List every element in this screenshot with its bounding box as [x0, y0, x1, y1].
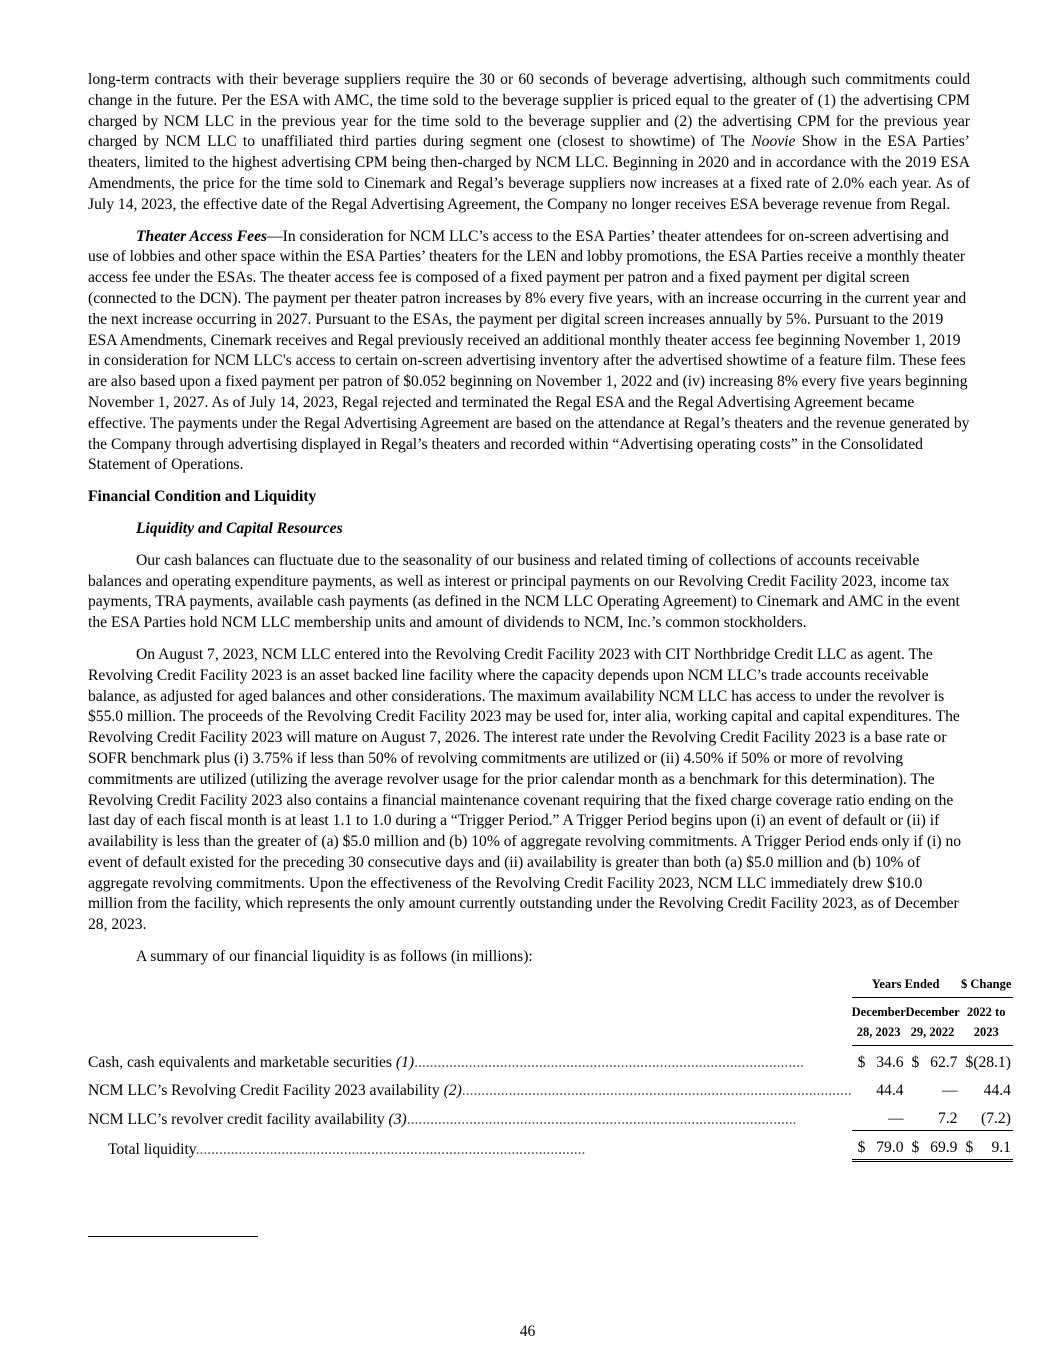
- value-change: (7.2): [973, 1102, 1013, 1131]
- currency: [852, 1074, 877, 1102]
- value-2023: —: [876, 1102, 905, 1131]
- italic-text: Noovie: [751, 133, 796, 151]
- value-2023: 34.6: [876, 1054, 904, 1072]
- currency: $: [959, 1131, 973, 1161]
- table-row: [88, 1046, 1013, 1075]
- currency: $: [857, 1054, 866, 1072]
- row-label: Total liquidity....................................................................................................: [108, 1140, 586, 1158]
- page-number: 46: [519, 1323, 536, 1340]
- currency: $: [852, 1131, 877, 1161]
- currency: [959, 1074, 973, 1102]
- header-col-2023: December 28, 2023: [852, 997, 906, 1046]
- header-col-2022: December 29, 2022: [906, 997, 960, 1046]
- text: —In consideration for NCM LLC’s access to the ESA Parties’ theater attendees for on-screen advertising and use of lobbies and other space within the ESA Parties’ theaters for the LEN and lobby promotions, the ESA Parties receive a monthly theater access fee under the ESAs. The theater access fee is composed of a fixed payment per patron and a fixed payment per digital screen (connected to the DCN). The payment per theater patron increases by 8% every five years, with an increase occurring in the current year and the next increase occurring in 2027. Pursuant to the ESAs, the payment per digital screen increases annually by 5%. Pursuant to the 2019 ESA Amendments, Cinemark receives and Regal previously received an additional monthly theater access fee beginning November 1, 2019 in consideration for NCM LLC's access to certain on-screen advertising inventory after the advertised showtime of a feature film. These fees are also based upon a fixed payment per patron of $0.052 beginning on November 1, 2022 and (iv) increasing 8% every five years beginning November 1, 2027. As of July 14, 2023, Regal rejected and terminated the Regal ESA and the Regal Advertising Agreement became effective. The payments under the Regal Advertising Agreement are based on the attendance at Regal’s theaters and the revenue generated by the Company through advertising displayed in Regal’s theaters and recorded within “Advertising operating costs” in the Consolidated Statement of Operations.: [88, 227, 970, 474]
- value-2023: 44.4: [876, 1082, 904, 1100]
- header-col-change: 2022 to 2023: [959, 997, 1012, 1046]
- currency: $: [965, 1054, 974, 1072]
- header-years-ended: Years Ended: [852, 974, 960, 997]
- paragraph-theater-access-fees: [88, 227, 970, 477]
- paragraph-summary-intro: A summary of our financial liquidity is as follows (in millions):: [136, 948, 533, 966]
- row-label: NCM LLC’s Revolving Credit Facility 2023 availability (2)....................................................................................................: [88, 1082, 852, 1100]
- row-label: NCM LLC’s revolver credit facility availability (3)....................................................................................................: [88, 1110, 797, 1128]
- content: [88, 70, 1012, 1162]
- value-2022: 7.2: [930, 1102, 959, 1131]
- table-row: [88, 1102, 1013, 1131]
- header-change: $ Change: [959, 974, 1012, 997]
- section-heading: Financial Condition and Liquidity: [88, 488, 317, 506]
- value-2022: 69.9: [930, 1131, 959, 1161]
- text: long-term contracts with their beverage suppliers require the 30 or 60 seconds of beverage advertising, although such commitments could change in the future. Per the ESA with AMC, the time sold to the beverage supplier is priced equal to the greater of (1) the advertising CPM charged by NCM LLC in the previous year for the time sold to the beverage supplier and (2) the advertising CPM for the previous year charged by NCM LLC to unaffiliated third parties during segment one (closest to showtime) of The: [88, 71, 970, 151]
- table-row: [88, 1074, 1013, 1102]
- value-2023: 79.0: [876, 1131, 905, 1161]
- currency: [906, 1074, 931, 1102]
- currency: $: [906, 1131, 931, 1161]
- value-change: 44.4: [983, 1082, 1011, 1100]
- text: Show in the ESA Parties’ theaters, limited to the highest advertising CPM being then-charged by NCM LLC. Beginning in 2020 and in accordance with the 2019 ESA Amendments, the price for the time sold to Cinemark and Regal’s beverage suppliers now increases at a fixed rate of 2.0% each year. As of July 14, 2023, the effective date of the Regal Advertising Agreement, the Company no longer receives ESA beverage revenue from Regal.: [88, 133, 970, 213]
- row-label: Cash, cash equivalents and marketable securities (1)....................................................................................................: [88, 1054, 804, 1072]
- currency: [959, 1102, 973, 1131]
- currency: [852, 1102, 877, 1131]
- inline-heading: Theater Access Fees: [136, 227, 268, 245]
- currency: [906, 1102, 931, 1131]
- paragraph-beverage: [88, 70, 970, 216]
- liquidity-table: [88, 974, 1013, 1162]
- paragraph-revolving-credit: On August 7, 2023, NCM LLC entered into the Revolving Credit Facility 2023 with CIT Northbridge Credit LLC as agent. The Revolving Credit Facility 2023 is an asset backed line facility where the capacity depends upon NCM LLC’s trade accounts receivable balance, as adjusted for aged balances and other considerations. The maximum availability NCM LLC has access to under the revolver is $55.0 million. The proceeds of the Revolving Credit Facility 2023 may be used for, inter alia, working capital and capital expenditures. The Revolving Credit Facility 2023 will mature on August 7, 2026. The interest rate under the Revolving Credit Facility 2023 is a base rate or SOFR benchmark plus (i) 3.75% if less than 50% of revolving commitments are utilized or (ii) 4.50% if 50% or more of revolving commitments are utilized (utilizing the average revolver usage for the prior calendar month as a benchmark for this determination). The Revolving Credit Facility 2023 also contains a financial maintenance covenant requiring that the fixed charge coverage ratio ending on the last day of each fiscal month is at least 1.1 to 1.0 during a “Trigger Period.” A Trigger Period begins upon (i) an event of default or (ii) if availability is less than the greater of (a) $5.0 million and (b) 10% of aggregate revolving commitments. A Trigger Period ends only if (i) no event of default existed for the preceding 30 consecutive days and (ii) availability is greater than both (a) $5.0 million and (b) 10% of aggregate revolving commitments. Upon the effectiveness of the Revolving Credit Facility 2023, NCM LLC immediately drew $10.0 million from the facility, which represents the only amount currently outstanding under the Revolving Credit Facility 2023, as of December 28, 2023.: [88, 645, 962, 934]
- value-2022: 62.7: [930, 1054, 958, 1072]
- currency: $: [911, 1054, 920, 1072]
- subsection-heading: Liquidity and Capital Resources: [136, 519, 343, 537]
- paragraph-cash-balances: Our cash balances can fluctuate due to the seasonality of our business and related timing of collections of accounts receivable balances and operating expenditure payments, as well as interest or principal payments on our Revolving Credit Facility 2023, income tax payments, TRA payments, available cash payments (as defined in the NCM LLC Operating Agreement) to Cinemark and AMC in the event the ESA Parties hold NCM LLC membership units and amount of dividends to NCM, Inc.’s common stockholders.: [88, 551, 960, 632]
- value-2022: —: [941, 1082, 958, 1100]
- value-change: 9.1: [973, 1131, 1013, 1161]
- table-row: [88, 1131, 1013, 1161]
- footnote-rule: [88, 1236, 258, 1237]
- value-change: (28.1): [973, 1054, 1011, 1072]
